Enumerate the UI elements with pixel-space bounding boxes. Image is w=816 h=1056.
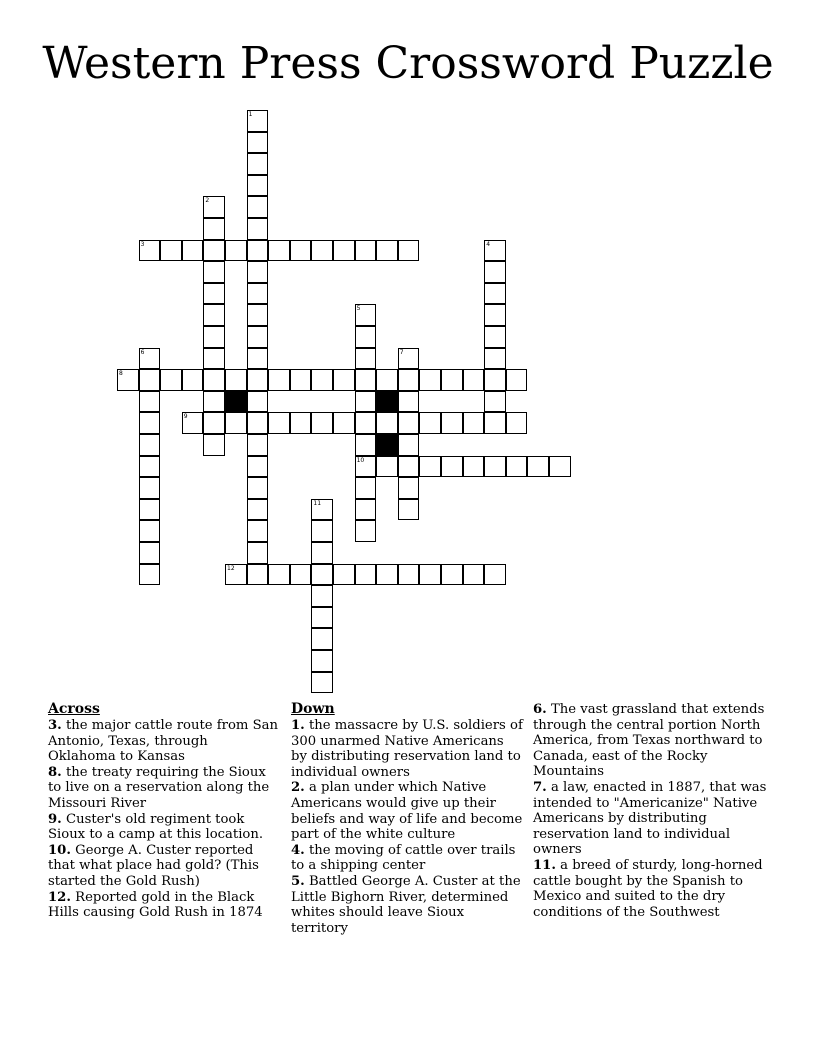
clue-down-4: 4. the moving of cattle over trails to a shipping center [291,842,516,874]
clue-down-7: 7. a law, enacted in 1887, that was intended to "Americanize" Native Americans by distributing reservation land to individual owners [533,779,767,858]
grid-cell[interactable] [484,348,506,370]
grid-cell[interactable] [139,499,161,521]
grid-cell[interactable] [311,499,333,521]
clue-down-1: 1. the massacre by U.S. soldiers of 300 unarmed Native Americans by distributing reservation land to individual owners [291,718,523,780]
grid-cell[interactable] [355,369,377,391]
grid-cell[interactable] [333,240,355,262]
grid-cell[interactable] [355,456,377,478]
grid-cell[interactable] [506,369,528,391]
grid-cell[interactable] [463,456,485,478]
grid-cell[interactable] [376,369,398,391]
grid-cell[interactable] [247,369,269,391]
grid-cell[interactable] [419,369,441,391]
grid-cell[interactable] [311,240,333,262]
grid-cell[interactable] [268,412,290,434]
grid-cell[interactable] [247,499,269,521]
grid-cell[interactable] [247,348,269,370]
grid-cell[interactable] [484,369,506,391]
cell-number: 9 [183,413,188,421]
grid-block-cell [225,391,247,413]
grid-cell[interactable] [203,196,225,218]
grid-cell[interactable] [160,369,182,391]
grid-cell[interactable] [527,456,549,478]
grid-cell[interactable] [376,564,398,586]
grid-cell[interactable] [247,564,269,586]
cell-number: 5 [356,305,361,313]
cell-number: 4 [486,240,491,248]
grid-cell[interactable] [203,261,225,283]
grid-cell[interactable] [247,153,269,175]
grid-cell[interactable] [441,456,463,478]
grid-cell[interactable] [203,240,225,262]
grid-cell[interactable] [268,564,290,586]
grid-cell[interactable] [484,304,506,326]
grid-cell[interactable] [117,369,139,391]
grid-cell[interactable] [203,283,225,305]
cell-number: 7 [399,348,404,356]
clue-down-5: 5. Battled George A. Custer at the Little Bighorn River, determined whites should leave Sioux territory [291,873,521,936]
grid-cell[interactable] [203,434,225,456]
grid-cell[interactable] [506,412,528,434]
grid-cell[interactable] [247,542,269,564]
grid-cell[interactable] [203,391,225,413]
grid-cell[interactable] [355,326,377,348]
cell-number: 6 [140,348,145,356]
grid-cell[interactable] [311,564,333,586]
grid-cell[interactable] [463,564,485,586]
clue-across-10: 10. George A. Custer reported that what place had gold? (This started the Gold Rush) [48,842,259,889]
grid-cell[interactable] [398,564,420,586]
across-clues [48,700,278,921]
grid-cell[interactable] [225,240,247,262]
cell-number: 3 [140,240,145,248]
grid-cell[interactable] [333,369,355,391]
grid-cell[interactable] [398,434,420,456]
grid-cell[interactable] [463,412,485,434]
grid-cell[interactable] [484,326,506,348]
grid-cell[interactable] [484,391,506,413]
grid-cell[interactable] [311,672,333,694]
grid-cell[interactable] [549,456,571,478]
grid-cell[interactable] [398,499,420,521]
grid-cell[interactable] [203,369,225,391]
grid-cell[interactable] [311,650,333,672]
grid-cell[interactable] [247,434,269,456]
grid-cell[interactable] [268,369,290,391]
grid-cell[interactable] [484,240,506,262]
grid-cell[interactable] [355,391,377,413]
grid-cell[interactable] [182,240,204,262]
grid-cell[interactable] [376,456,398,478]
grid-cell[interactable] [139,348,161,370]
grid-cell[interactable] [139,456,161,478]
grid-cell[interactable] [376,240,398,262]
grid-cell[interactable] [419,412,441,434]
grid-cell[interactable] [247,283,269,305]
grid-cell[interactable] [355,434,377,456]
grid-cell[interactable] [247,261,269,283]
grid-cell[interactable] [484,564,506,586]
cell-number: 8 [119,370,123,378]
grid-cell[interactable] [398,456,420,478]
grid-cell[interactable] [355,348,377,370]
grid-cell[interactable] [203,326,225,348]
grid-cell[interactable] [247,218,269,240]
grid-cell[interactable] [355,240,377,262]
grid-cell[interactable] [139,520,161,542]
grid-cell[interactable] [333,412,355,434]
across-heading: Across [48,701,100,717]
clue-across-8: 8. the treaty requiring the Sioux to live on a reservation along the Missouri River [48,764,270,811]
grid-cell[interactable] [203,412,225,434]
grid-cell[interactable] [463,369,485,391]
grid-cell[interactable] [484,456,506,478]
grid-cell[interactable] [398,477,420,499]
clue-across-3: 3. the major cattle route from San Antonio, Texas, through Oklahoma to Kansas [48,718,278,765]
grid-cell[interactable] [247,391,269,413]
grid-cell[interactable] [355,564,377,586]
grid-cell[interactable] [355,304,377,326]
grid-cell[interactable] [484,412,506,434]
grid-cell[interactable] [139,412,161,434]
grid-cell[interactable] [419,564,441,586]
down-heading: Down [291,701,335,717]
grid-cell[interactable] [247,110,269,132]
grid-cell[interactable] [139,391,161,413]
grid-cell[interactable] [484,261,506,283]
grid-cell[interactable] [398,240,420,262]
grid-block-cell [376,391,398,413]
grid-cell[interactable] [290,240,312,262]
grid-cell[interactable] [247,412,269,434]
grid-cell[interactable] [398,391,420,413]
grid-cell[interactable] [311,542,333,564]
grid-cell[interactable] [441,412,463,434]
grid-cell[interactable] [247,456,269,478]
grid-cell[interactable] [398,412,420,434]
down-clues [291,700,523,936]
grid-block-cell [376,434,398,456]
grid-cell[interactable] [506,456,528,478]
grid-cell[interactable] [268,240,290,262]
grid-cell[interactable] [225,412,247,434]
grid-cell[interactable] [355,520,377,542]
grid-cell[interactable] [311,412,333,434]
grid-cell[interactable] [139,477,161,499]
grid-cell[interactable] [290,564,312,586]
clue-down-6: 6. The vast grassland that extends through the central portion North America, from Texas northward to Canada, east of the Rocky Mountains [533,702,765,780]
grid-cell[interactable] [182,412,204,434]
grid-cell[interactable] [419,456,441,478]
grid-cell[interactable] [203,304,225,326]
grid-cell[interactable] [203,348,225,370]
grid-cell[interactable] [139,369,161,391]
grid-cell[interactable] [290,369,312,391]
grid-cell[interactable] [139,542,161,564]
grid-cell[interactable] [441,369,463,391]
cell-number: 11 [313,499,322,507]
cell-number: 12 [227,564,235,572]
grid-cell[interactable] [139,564,161,586]
cell-number: 1 [248,111,253,118]
grid-cell[interactable] [247,304,269,326]
grid-cell[interactable] [290,412,312,434]
grid-cell[interactable] [139,240,161,262]
grid-cell[interactable] [247,477,269,499]
grid-cell[interactable] [160,240,182,262]
clue-down-2: 2. a plan under which Native Americans would give up their beliefs and way of life and become part of the white culture [291,780,523,843]
down-clues-continued [533,702,769,920]
grid-cell[interactable] [311,607,333,629]
grid-cell[interactable] [247,175,269,197]
grid-cell[interactable] [182,369,204,391]
clue-across-9: 9. Custer's old regiment took Sioux to a camp at this location. [48,811,264,843]
cell-number: 10 [356,456,365,464]
grid-cell[interactable] [139,434,161,456]
grid-cell[interactable] [398,369,420,391]
grid-cell[interactable] [333,564,355,586]
grid-cell[interactable] [398,348,420,370]
grid-cell[interactable] [225,369,247,391]
grid-cell[interactable] [247,520,269,542]
grid-cell[interactable] [311,628,333,650]
grid-cell[interactable] [311,369,333,391]
grid-cell[interactable] [355,412,377,434]
grid-cell[interactable] [311,520,333,542]
clue-across-12: 12. Reported gold in the Black Hills causing Gold Rush in 1874 [48,889,263,921]
grid-cell[interactable] [355,499,377,521]
grid-cell[interactable] [247,132,269,154]
grid-cell[interactable] [355,477,377,499]
puzzle-title: Western Press Crossword Puzzle [42,38,774,89]
cell-number: 2 [205,197,210,205]
grid-cell[interactable] [225,564,247,586]
grid-cell[interactable] [247,240,269,262]
grid-cell[interactable] [247,326,269,348]
clue-down-11: 11. a breed of sturdy, long-horned cattle bought by the Spanish to Mexico and suited to the dry conditions of the Southwest [533,857,763,920]
grid-cell[interactable] [203,218,225,240]
grid-cell[interactable] [484,283,506,305]
grid-cell[interactable] [247,196,269,218]
grid-cell[interactable] [311,585,333,607]
grid-cell[interactable] [441,564,463,586]
grid-cell[interactable] [376,412,398,434]
